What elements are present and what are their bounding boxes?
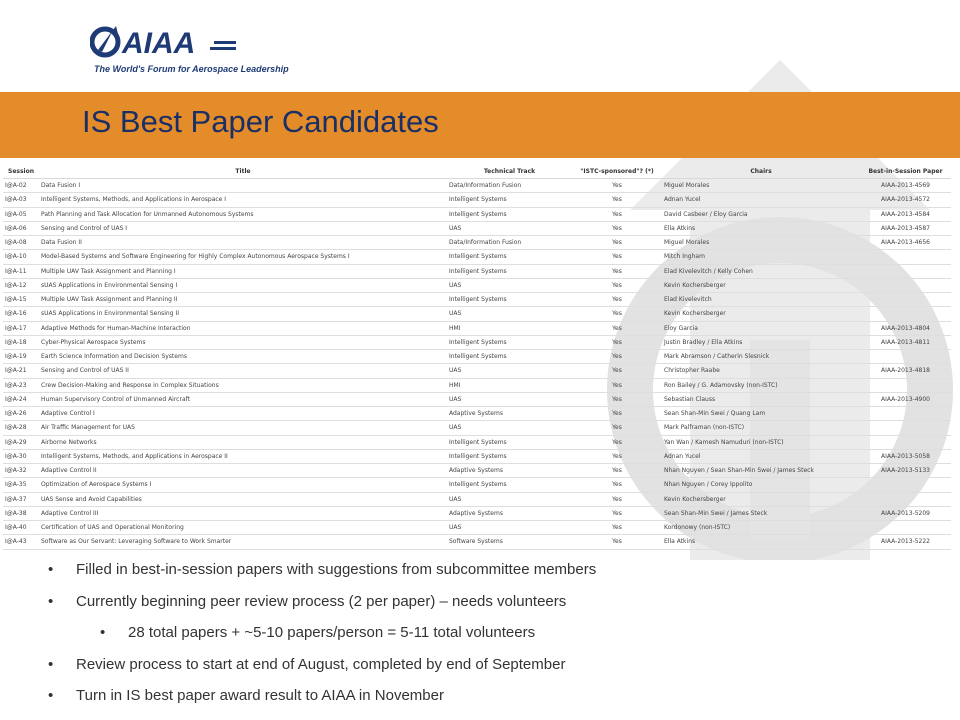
cell-best-paper: AIAA-2013-4811 bbox=[860, 335, 951, 349]
cell-title: Intelligent Systems, Methods, and Applications in Aerospace II bbox=[39, 449, 447, 463]
table-row bbox=[3, 478, 951, 492]
table-row bbox=[3, 407, 951, 421]
table-row bbox=[3, 321, 951, 335]
table-row bbox=[3, 264, 951, 278]
cell-title: Data Fusion I bbox=[39, 179, 447, 193]
cell-track: Adaptive Systems bbox=[447, 464, 572, 478]
cell-best-paper: AIAA-2013-4656 bbox=[860, 236, 951, 250]
cell-sponsored: Yes bbox=[572, 236, 662, 250]
cell-title: Model-Based Systems and Software Engineering for Highly Complex Autonomous Aerospace Systems I bbox=[39, 250, 447, 264]
cell-sponsored: Yes bbox=[572, 350, 662, 364]
table-row bbox=[3, 464, 951, 478]
header-chairs: Chairs bbox=[662, 165, 860, 179]
cell-track: Intelligent Systems bbox=[447, 250, 572, 264]
cell-title: Adaptive Methods for Human-Machine Interaction bbox=[39, 321, 447, 335]
cell-track: Intelligent Systems bbox=[447, 335, 572, 349]
cell-sponsored: Yes bbox=[572, 307, 662, 321]
table-row bbox=[3, 421, 951, 435]
cell-best-paper: AIAA-2013-5133 bbox=[860, 464, 951, 478]
cell-chairs: Nhan Nguyen / Corey Ippolito bbox=[662, 478, 860, 492]
cell-title: Optimization of Aerospace Systems I bbox=[39, 478, 447, 492]
cell-track: Intelligent Systems bbox=[447, 293, 572, 307]
cell-session: I@A-29 bbox=[3, 435, 39, 449]
header-istc-sponsored: "ISTC-sponsored"? (*) bbox=[572, 165, 662, 179]
cell-title: Crew Decision-Making and Response in Complex Situations bbox=[39, 378, 447, 392]
cell-title: Multiple UAV Task Assignment and Planning I bbox=[39, 264, 447, 278]
table-row bbox=[3, 492, 951, 506]
cell-title: Multiple UAV Task Assignment and Planning II bbox=[39, 293, 447, 307]
cell-best-paper: AIAA-2013-4587 bbox=[860, 221, 951, 235]
cell-sponsored: Yes bbox=[572, 464, 662, 478]
cell-track: Data/Information Fusion bbox=[447, 179, 572, 193]
cell-session: I@A-26 bbox=[3, 407, 39, 421]
cell-session: I@A-38 bbox=[3, 506, 39, 520]
cell-sponsored: Yes bbox=[572, 407, 662, 421]
cell-chairs: Eloy Garcia bbox=[662, 321, 860, 335]
cell-session: I@A-15 bbox=[3, 293, 39, 307]
cell-session: I@A-06 bbox=[3, 221, 39, 235]
cell-chairs: Nhan Nguyen / Sean Shan-Min Swei / James Steck bbox=[662, 464, 860, 478]
cell-sponsored: Yes bbox=[572, 335, 662, 349]
cell-best-paper bbox=[860, 293, 951, 307]
cell-chairs: Kordonowy (non-ISTC) bbox=[662, 521, 860, 535]
cell-track: Adaptive Systems bbox=[447, 407, 572, 421]
cell-sponsored: Yes bbox=[572, 264, 662, 278]
table-row bbox=[3, 307, 951, 321]
table-row bbox=[3, 435, 951, 449]
header-title: Title bbox=[39, 165, 447, 179]
cell-track: Intelligent Systems bbox=[447, 435, 572, 449]
cell-sponsored: Yes bbox=[572, 179, 662, 193]
bullet-item: • Currently beginning peer review process (2 per paper) – needs volunteers bbox=[48, 588, 928, 620]
cell-chairs: Sean Shan-Min Swei / James Steck bbox=[662, 506, 860, 520]
cell-chairs: Sean Shan-Min Swei / Quang Lam bbox=[662, 407, 860, 421]
cell-track: Intelligent Systems bbox=[447, 449, 572, 463]
header-session: Session bbox=[3, 165, 39, 179]
cell-session: I@A-30 bbox=[3, 449, 39, 463]
cell-best-paper: AIAA-2013-4572 bbox=[860, 193, 951, 207]
cell-sponsored: Yes bbox=[572, 506, 662, 520]
cell-title: Human Supervisory Control of Unmanned Aircraft bbox=[39, 392, 447, 406]
table-row bbox=[3, 221, 951, 235]
cell-track: Intelligent Systems bbox=[447, 207, 572, 221]
cell-chairs: Kevin Kochersberger bbox=[662, 278, 860, 292]
bullet-item: • Review process to start at end of August, completed by end of September bbox=[48, 651, 928, 683]
sub-bullet-item: • 28 total papers + ~5-10 papers/person = 5-11 total volunteers bbox=[48, 619, 928, 651]
cell-chairs: Elad Kivelevitch bbox=[662, 293, 860, 307]
table-row bbox=[3, 535, 951, 549]
cell-best-paper: AIAA-2013-4818 bbox=[860, 364, 951, 378]
cell-title: Certification of UAS and Operational Monitoring bbox=[39, 521, 447, 535]
cell-session: I@A-21 bbox=[3, 364, 39, 378]
cell-chairs: Yan Wan / Kamesh Namuduri (non-ISTC) bbox=[662, 435, 860, 449]
cell-track: Software Systems bbox=[447, 535, 572, 549]
cell-track: UAS bbox=[447, 492, 572, 506]
cell-sponsored: Yes bbox=[572, 492, 662, 506]
cell-title: Adaptive Control I bbox=[39, 407, 447, 421]
cell-sponsored: Yes bbox=[572, 250, 662, 264]
cell-session: I@A-02 bbox=[3, 179, 39, 193]
cell-track: HMI bbox=[447, 378, 572, 392]
cell-best-paper bbox=[860, 435, 951, 449]
cell-session: I@A-12 bbox=[3, 278, 39, 292]
cell-sponsored: Yes bbox=[572, 392, 662, 406]
cell-chairs: Sebastian Clauss bbox=[662, 392, 860, 406]
cell-best-paper bbox=[860, 350, 951, 364]
cell-best-paper bbox=[860, 492, 951, 506]
table-row bbox=[3, 392, 951, 406]
cell-best-paper bbox=[860, 421, 951, 435]
cell-title: Software as Our Servant: Leveraging Software to Work Smarter bbox=[39, 535, 447, 549]
cell-sponsored: Yes bbox=[572, 278, 662, 292]
header-technical-track: Technical Track bbox=[447, 165, 572, 179]
cell-track: UAS bbox=[447, 221, 572, 235]
cell-sponsored: Yes bbox=[572, 521, 662, 535]
cell-title: Cyber-Physical Aerospace Systems bbox=[39, 335, 447, 349]
cell-chairs: Mark Abramson / Catherin Slesnick bbox=[662, 350, 860, 364]
bullet-item: • Turn in IS best paper award result to AIAA in November bbox=[48, 682, 928, 714]
cell-title: Earth Science Information and Decision Systems bbox=[39, 350, 447, 364]
cell-session: I@A-35 bbox=[3, 478, 39, 492]
cell-sponsored: Yes bbox=[572, 378, 662, 392]
cell-sponsored: Yes bbox=[572, 193, 662, 207]
table-row bbox=[3, 378, 951, 392]
table-row bbox=[3, 293, 951, 307]
cell-session: I@A-08 bbox=[3, 236, 39, 250]
cell-track: Data/Information Fusion bbox=[447, 236, 572, 250]
cell-best-paper: AIAA-2013-5222 bbox=[860, 535, 951, 549]
cell-best-paper bbox=[860, 378, 951, 392]
cell-session: I@A-05 bbox=[3, 207, 39, 221]
cell-title: Airborne Networks bbox=[39, 435, 447, 449]
cell-chairs: David Casbeer / Eloy Garcia bbox=[662, 207, 860, 221]
cell-title: Sensing and Control of UAS I bbox=[39, 221, 447, 235]
cell-chairs: Christopher Raabe bbox=[662, 364, 860, 378]
cell-track: Intelligent Systems bbox=[447, 264, 572, 278]
cell-session: I@A-19 bbox=[3, 350, 39, 364]
cell-session: I@A-10 bbox=[3, 250, 39, 264]
table-row bbox=[3, 506, 951, 520]
cell-session: I@A-28 bbox=[3, 421, 39, 435]
cell-session: I@A-11 bbox=[3, 264, 39, 278]
cell-best-paper: AIAA-2013-5058 bbox=[860, 449, 951, 463]
cell-session: I@A-17 bbox=[3, 321, 39, 335]
table-row bbox=[3, 350, 951, 364]
cell-track: Intelligent Systems bbox=[447, 478, 572, 492]
cell-best-paper: AIAA-2013-5209 bbox=[860, 506, 951, 520]
cell-best-paper bbox=[860, 264, 951, 278]
cell-session: I@A-43 bbox=[3, 535, 39, 549]
cell-track: UAS bbox=[447, 521, 572, 535]
table-row bbox=[3, 278, 951, 292]
table-row bbox=[3, 449, 951, 463]
cell-chairs: Miguel Morales bbox=[662, 179, 860, 193]
cell-track: Intelligent Systems bbox=[447, 350, 572, 364]
cell-chairs: Adnan Yucel bbox=[662, 449, 860, 463]
cell-title: Sensing and Control of UAS II bbox=[39, 364, 447, 378]
header-best-paper: Best-in-Session Paper bbox=[860, 165, 951, 179]
cell-session: I@A-24 bbox=[3, 392, 39, 406]
table-row bbox=[3, 193, 951, 207]
table-row bbox=[3, 521, 951, 535]
cell-session: I@A-18 bbox=[3, 335, 39, 349]
cell-session: I@A-03 bbox=[3, 193, 39, 207]
table-header-row bbox=[3, 165, 951, 179]
cell-track: UAS bbox=[447, 392, 572, 406]
cell-chairs: Miguel Morales bbox=[662, 236, 860, 250]
cell-track: Intelligent Systems bbox=[447, 193, 572, 207]
cell-sponsored: Yes bbox=[572, 364, 662, 378]
cell-chairs: Kevin Kochersberger bbox=[662, 492, 860, 506]
table-row bbox=[3, 335, 951, 349]
cell-title: Adaptive Control II bbox=[39, 464, 447, 478]
cell-chairs: Mark Palframan (non-ISTC) bbox=[662, 421, 860, 435]
cell-chairs: Mitch Ingham bbox=[662, 250, 860, 264]
cell-best-paper bbox=[860, 250, 951, 264]
table-row bbox=[3, 207, 951, 221]
cell-track: UAS bbox=[447, 307, 572, 321]
cell-best-paper bbox=[860, 278, 951, 292]
table-row bbox=[3, 250, 951, 264]
cell-chairs: Ella Atkins bbox=[662, 535, 860, 549]
cell-title: sUAS Applications in Environmental Sensing II bbox=[39, 307, 447, 321]
cell-sponsored: Yes bbox=[572, 535, 662, 549]
cell-best-paper: AIAA-2013-4900 bbox=[860, 392, 951, 406]
table-row bbox=[3, 236, 951, 250]
cell-sponsored: Yes bbox=[572, 221, 662, 235]
cell-track: HMI bbox=[447, 321, 572, 335]
cell-session: I@A-23 bbox=[3, 378, 39, 392]
cell-session: I@A-32 bbox=[3, 464, 39, 478]
cell-session: I@A-40 bbox=[3, 521, 39, 535]
table-row bbox=[3, 364, 951, 378]
cell-session: I@A-37 bbox=[3, 492, 39, 506]
cell-sponsored: Yes bbox=[572, 478, 662, 492]
logo-tagline: The World's Forum for Aerospace Leadership bbox=[94, 64, 289, 74]
cell-chairs: Adnan Yucel bbox=[662, 193, 860, 207]
svg-text:AIAA: AIAA bbox=[122, 27, 196, 60]
cell-best-paper: AIAA-2013-4584 bbox=[860, 207, 951, 221]
cell-chairs: Ron Bailey / G. Adamovsky (non-ISTC) bbox=[662, 378, 860, 392]
cell-title: UAS Sense and Avoid Capabilities bbox=[39, 492, 447, 506]
cell-best-paper bbox=[860, 478, 951, 492]
cell-chairs: Elad Kivelevitch / Kelly Cohen bbox=[662, 264, 860, 278]
cell-track: UAS bbox=[447, 278, 572, 292]
cell-title: Path Planning and Task Allocation for Unmanned Autonomous Systems bbox=[39, 207, 447, 221]
cell-sponsored: Yes bbox=[572, 449, 662, 463]
cell-title: Data Fusion II bbox=[39, 236, 447, 250]
cell-title: Adaptive Control III bbox=[39, 506, 447, 520]
cell-title: Intelligent Systems, Methods, and Applications in Aerospace I bbox=[39, 193, 447, 207]
cell-chairs: Kevin Kochersberger bbox=[662, 307, 860, 321]
table-row bbox=[3, 179, 951, 193]
cell-best-paper bbox=[860, 521, 951, 535]
sessions-table bbox=[3, 165, 951, 550]
cell-chairs: Justin Bradley / Ella Atkins bbox=[662, 335, 860, 349]
cell-track: UAS bbox=[447, 421, 572, 435]
bullet-item: • Filled in best-in-session papers with suggestions from subcommittee members bbox=[48, 556, 928, 588]
cell-title: sUAS Applications in Environmental Sensing I bbox=[39, 278, 447, 292]
slide-title: IS Best Paper Candidates bbox=[82, 104, 439, 139]
cell-sponsored: Yes bbox=[572, 207, 662, 221]
bullet-list bbox=[48, 556, 928, 714]
cell-best-paper bbox=[860, 307, 951, 321]
cell-sponsored: Yes bbox=[572, 321, 662, 335]
cell-best-paper bbox=[860, 407, 951, 421]
cell-chairs: Ella Atkins bbox=[662, 221, 860, 235]
cell-session: I@A-16 bbox=[3, 307, 39, 321]
cell-title: Air Traffic Management for UAS bbox=[39, 421, 447, 435]
cell-best-paper: AIAA-2013-4804 bbox=[860, 321, 951, 335]
cell-sponsored: Yes bbox=[572, 435, 662, 449]
cell-sponsored: Yes bbox=[572, 421, 662, 435]
cell-track: Adaptive Systems bbox=[447, 506, 572, 520]
cell-track: UAS bbox=[447, 364, 572, 378]
cell-sponsored: Yes bbox=[572, 293, 662, 307]
cell-best-paper: AIAA-2013-4569 bbox=[860, 179, 951, 193]
